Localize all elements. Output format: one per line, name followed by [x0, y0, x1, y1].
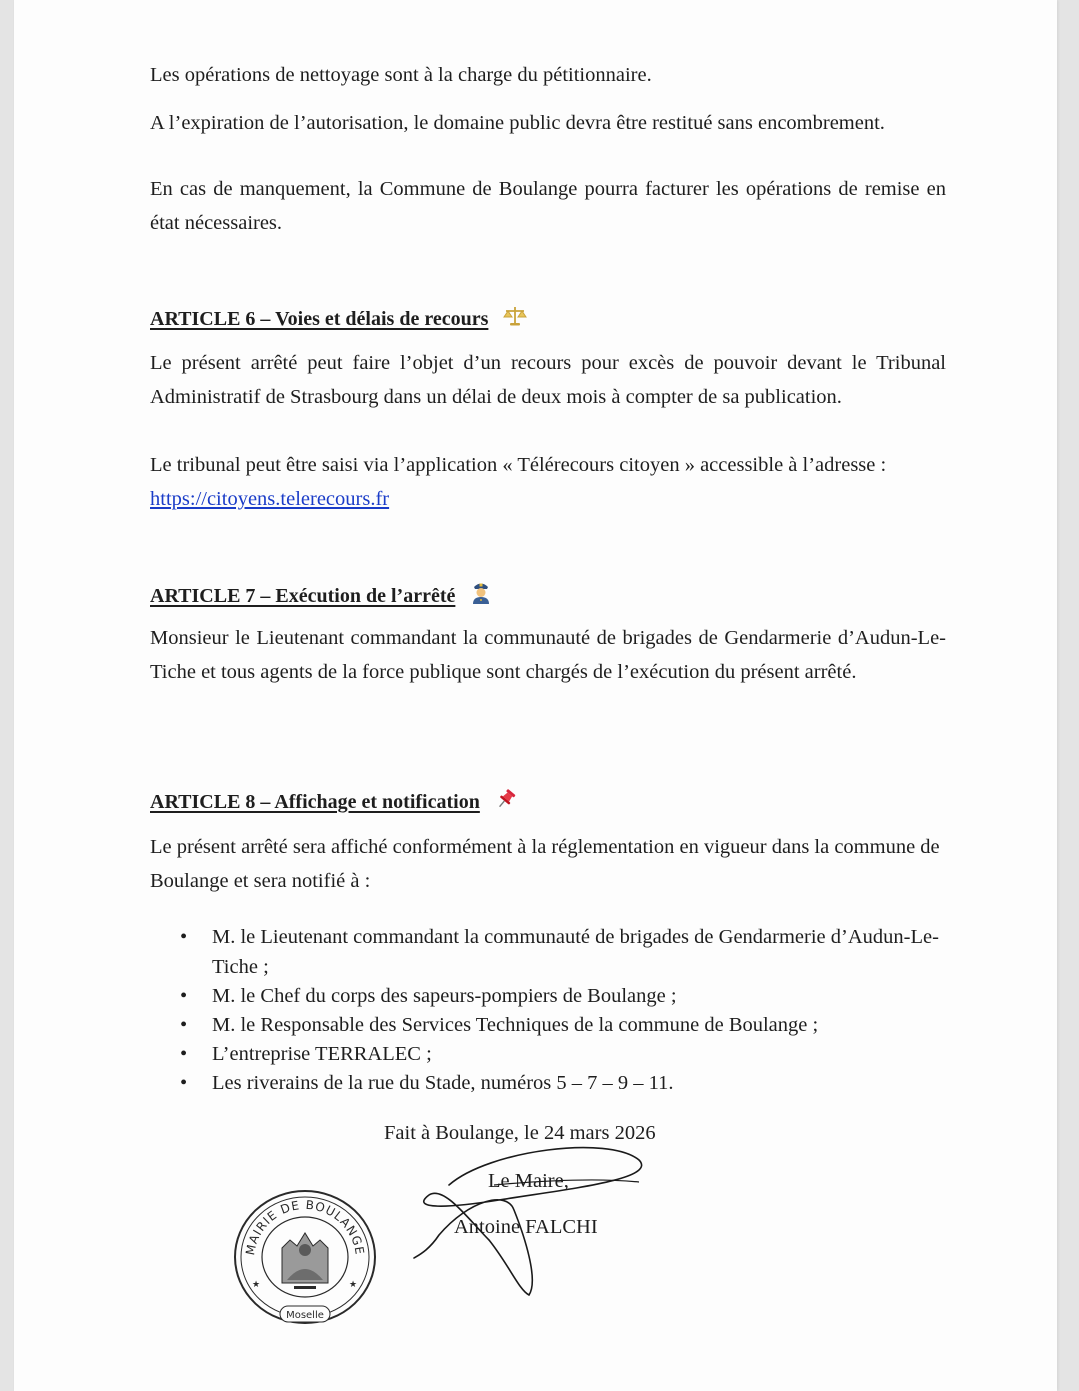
municipal-seal	[232, 1188, 378, 1326]
document-page	[14, 0, 1057, 1391]
invoicing-paragraph: En cas de manquement, la Commune de Boulange pourra facturer les opérations de remise en état nécessaires.	[150, 178, 946, 234]
mayor-name: Antoine FALCHI	[454, 1216, 598, 1238]
balance-scale-icon	[503, 305, 527, 334]
list-item: • M. le Chef du corps des sapeurs-pompiers de Boulange ;	[150, 981, 946, 1011]
article-7-title: ARTICLE 7 – Exécution de l’arrêté	[150, 585, 456, 607]
article-8-heading	[150, 788, 517, 817]
article-6-title: ARTICLE 6 – Voies et délais de recours	[150, 308, 489, 330]
telerecours-link[interactable]: https://citoyens.telerecours.fr	[150, 488, 390, 510]
article-6-appeal-paragraph: Le présent arrêté peut faire l’objet d’un recours pour excès de pouvoir devant le Tribunal Administratif de Strasbourg dans un délai de deux mois à compter de sa publication.	[150, 352, 946, 408]
list-item: • M. le Responsable des Services Techniques de la commune de Boulange ;	[150, 1010, 946, 1040]
article-7-execution-paragraph: Monsieur le Lieutenant commandant la communauté de brigades de Gendarmerie d’Audun-Le-Tiche et tous agents de la force publique sont chargés de l’exécution du présent arrêté.	[150, 627, 946, 683]
svg-text:Moselle: Moselle	[286, 1310, 324, 1321]
list-item: • L’entreprise TERRALEC ;	[150, 1039, 946, 1069]
article-6-telerecours-paragraph	[150, 448, 946, 516]
article-8-display-paragraph: Le présent arrêté sera affiché conformément à la réglementation en vigueur dans la commune de Boulange et sera notifié à :	[150, 836, 940, 892]
restitution-paragraph: A l’expiration de l’autorisation, le domaine public devra être restitué sans encombrement.	[150, 112, 885, 134]
list-item: • Les riverains de la rue du Stade, numéros 5 – 7 – 9 – 11.	[150, 1068, 946, 1098]
mayor-role: Le Maire,	[488, 1170, 569, 1192]
svg-text:MAIRIE DE BOULANGE: MAIRIE DE BOULANGE	[243, 1197, 367, 1257]
article-6-telerecours-text: Le tribunal peut être saisi via l’application « Télérecours citoyen » accessible à l’adresse :	[150, 454, 887, 476]
article-8-title: ARTICLE 8 – Affichage et notification	[150, 791, 480, 813]
article-7-heading	[150, 580, 492, 611]
article-6-heading	[150, 305, 527, 334]
recipients-list	[150, 922, 946, 1097]
svg-text:★: ★	[349, 1280, 358, 1290]
cleaning-paragraph: Les opérations de nettoyage sont à la charge du pétitionnaire.	[150, 64, 652, 86]
svg-text:★: ★	[252, 1280, 261, 1290]
pushpin-icon	[495, 788, 517, 817]
list-item: • M. le Lieutenant commandant la communauté de brigades de Gendarmerie d’Audun-Le-Tiche ;	[150, 922, 946, 982]
police-officer-icon	[470, 580, 492, 611]
place-date: Fait à Boulange, le 24 mars 2026	[384, 1122, 656, 1144]
